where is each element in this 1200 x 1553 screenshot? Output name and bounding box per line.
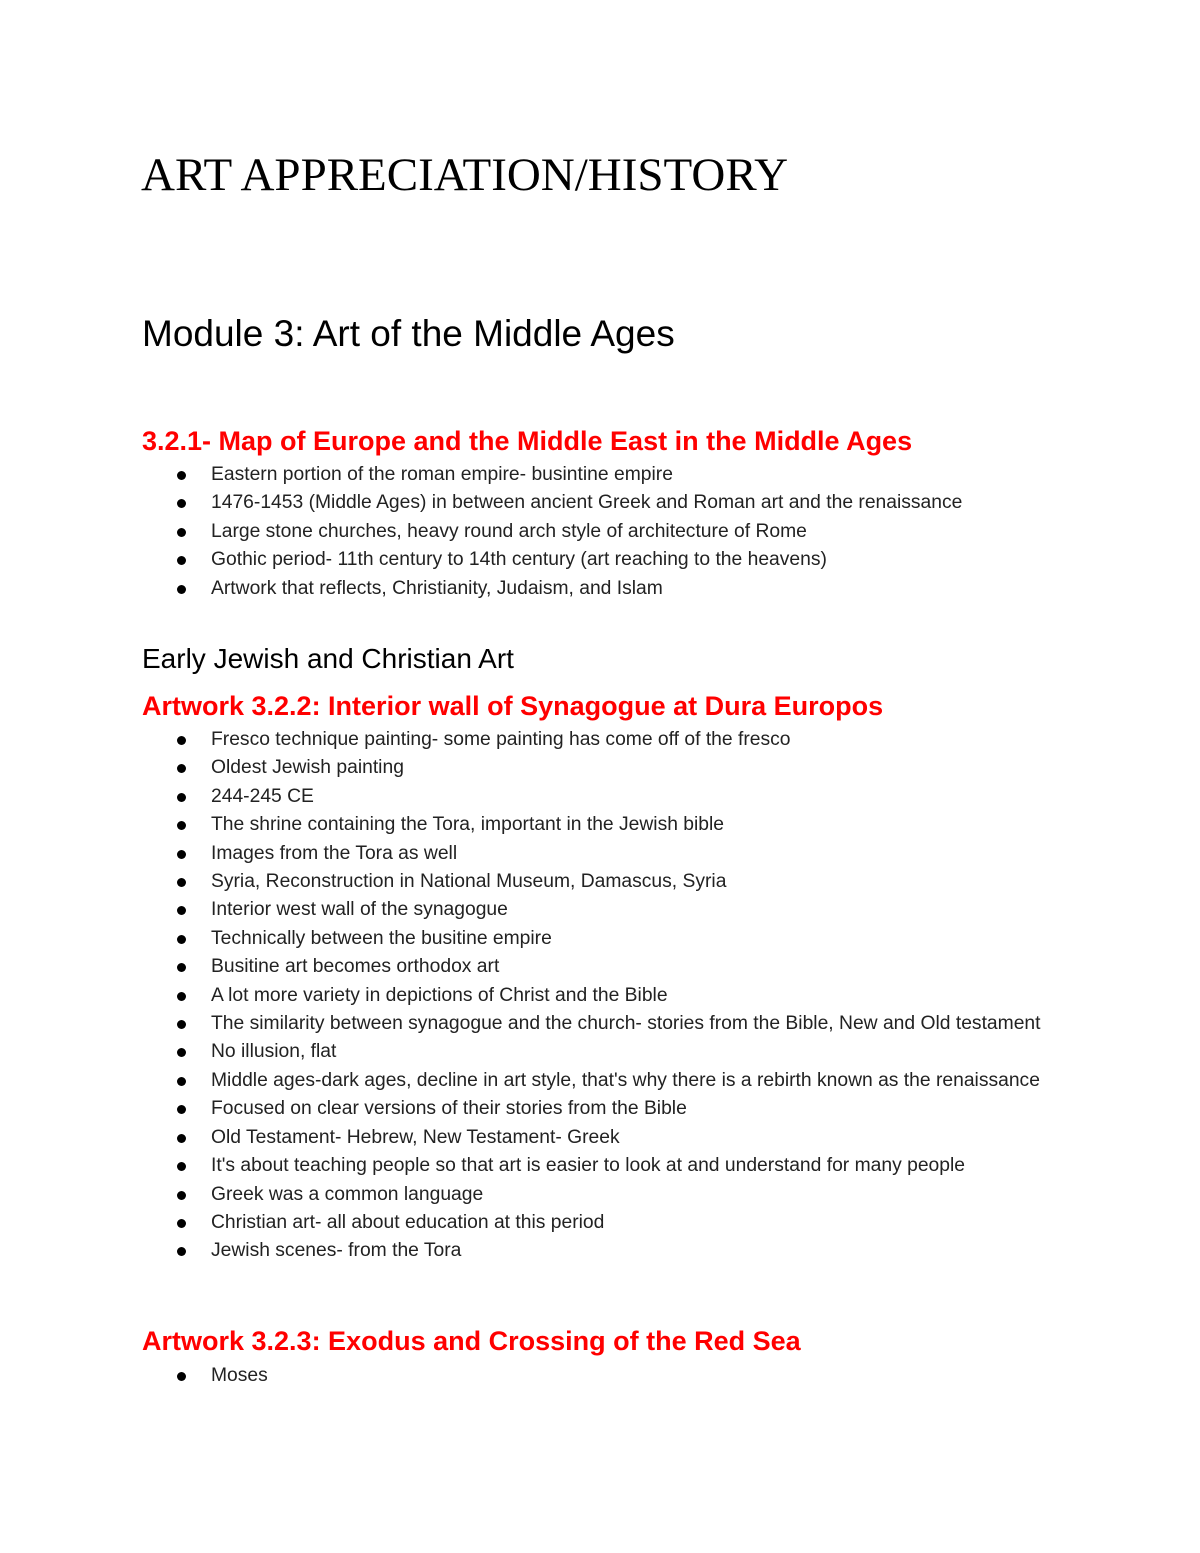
bullet-icon bbox=[177, 1162, 186, 1171]
bullet-icon bbox=[177, 585, 186, 594]
list-item-text: Eastern portion of the roman empire- busintine empire bbox=[211, 464, 673, 485]
list-item-text: 244-245 CE bbox=[211, 785, 314, 807]
section-heading-early-art: Early Jewish and Christian Art bbox=[142, 643, 514, 674]
section-heading-synagogue: Artwork 3.2.2: Interior wall of Synagogue at Dura Europos bbox=[142, 691, 884, 721]
bullet-icon bbox=[177, 878, 186, 887]
list-item-text: Jewish scenes- from the Tora bbox=[211, 1240, 462, 1262]
list-item-text: Moses bbox=[211, 1365, 268, 1386]
list-item bbox=[0, 1237, 1061, 1265]
bullet-list-exodus bbox=[0, 1362, 1061, 1390]
list-item-text: Technically between the busitine empire bbox=[211, 927, 552, 949]
list-item bbox=[0, 1362, 1061, 1390]
list-item-text: Focused on clear versions of their stories from the Bible bbox=[211, 1098, 687, 1120]
list-item-text: It's about teaching people so that art is easier to look at and understand for many people bbox=[211, 1155, 965, 1177]
list-item bbox=[0, 1152, 1061, 1180]
bullet-icon bbox=[177, 736, 186, 745]
section-heading-map: 3.2.1- Map of Europe and the Middle East in the Middle Ages bbox=[142, 426, 913, 456]
bullet-icon bbox=[177, 528, 186, 537]
document-title: ART APPRECIATION/HISTORY bbox=[141, 149, 789, 201]
list-item-text: The similarity between synagogue and the church- stories from the Bible, New and Old testament bbox=[211, 1013, 1041, 1035]
bullet-icon bbox=[177, 556, 186, 565]
list-item bbox=[0, 726, 1061, 754]
list-item bbox=[0, 1095, 1061, 1123]
bullet-icon bbox=[177, 1219, 186, 1228]
module-title: Module 3: Art of the Middle Ages bbox=[142, 313, 675, 354]
bullet-list-synagogue bbox=[0, 726, 1061, 1266]
list-item-text: Gothic period- 11th century to 14th century (art reaching to the heavens) bbox=[211, 549, 827, 571]
list-item-text: Old Testament- Hebrew, New Testament- Greek bbox=[211, 1126, 620, 1148]
list-item-text: Busitine art becomes orthodox art bbox=[211, 956, 500, 978]
list-item bbox=[0, 783, 1061, 811]
list-item bbox=[0, 1038, 1061, 1066]
list-item-text: Images from the Tora as well bbox=[211, 842, 458, 864]
list-item-text: Oldest Jewish painting bbox=[211, 757, 404, 779]
bullet-icon bbox=[177, 1191, 186, 1200]
list-item-text: Large stone churches, heavy round arch style of architecture of Rome bbox=[211, 520, 807, 542]
bullet-icon bbox=[177, 1048, 186, 1057]
list-item-text: The shrine containing the Tora, important in the Jewish bible bbox=[211, 814, 725, 836]
bullet-icon bbox=[177, 1020, 186, 1029]
list-item-text: Interior west wall of the synagogue bbox=[211, 899, 508, 921]
bullet-icon bbox=[177, 963, 186, 972]
list-item bbox=[0, 546, 1061, 574]
list-item bbox=[0, 925, 1061, 953]
list-item-text: Middle ages-dark ages, decline in art style, that's why there is a rebirth known as the renaissance bbox=[211, 1069, 1040, 1091]
bullet-icon bbox=[177, 1105, 186, 1114]
bullet-icon bbox=[177, 821, 186, 830]
bullet-icon bbox=[177, 793, 186, 802]
list-item bbox=[0, 1010, 1061, 1038]
list-item bbox=[0, 868, 1061, 896]
list-item-text: 1476-1453 (Middle Ages) in between ancient Greek and Roman art and the renaissance bbox=[211, 492, 963, 514]
list-item bbox=[0, 953, 1061, 981]
bullet-icon bbox=[177, 1077, 186, 1086]
list-item bbox=[0, 754, 1061, 782]
list-item bbox=[0, 575, 1061, 603]
list-item bbox=[0, 1067, 1061, 1095]
bullet-icon bbox=[177, 850, 186, 859]
bullet-icon bbox=[177, 1134, 186, 1143]
bullet-icon bbox=[177, 1372, 186, 1381]
list-item bbox=[0, 1209, 1061, 1237]
bullet-icon bbox=[177, 906, 186, 915]
bullet-icon bbox=[177, 935, 186, 944]
list-item bbox=[0, 982, 1061, 1010]
bullet-icon bbox=[177, 1247, 186, 1256]
list-item-text: Greek was a common language bbox=[211, 1183, 484, 1205]
list-item-text: A lot more variety in depictions of Christ and the Bible bbox=[211, 984, 668, 1006]
bullet-icon bbox=[177, 764, 186, 773]
list-item-text: No illusion, flat bbox=[211, 1041, 337, 1063]
list-item-text: Christian art- all about education at this period bbox=[211, 1211, 605, 1233]
section-heading-exodus: Artwork 3.2.3: Exodus and Crossing of the Red Sea bbox=[142, 1326, 801, 1356]
list-item bbox=[0, 840, 1061, 868]
list-item bbox=[0, 1181, 1061, 1209]
list-item bbox=[0, 896, 1061, 924]
list-item bbox=[0, 489, 1061, 517]
bullet-icon bbox=[177, 471, 186, 480]
list-item bbox=[0, 811, 1061, 839]
bullet-icon bbox=[177, 499, 186, 508]
list-item-text: Artwork that reflects, Christianity, Judaism, and Islam bbox=[211, 577, 663, 599]
bullet-list-map bbox=[0, 461, 1061, 603]
list-item bbox=[0, 461, 1061, 489]
list-item bbox=[0, 518, 1061, 546]
bullet-icon bbox=[177, 992, 186, 1001]
list-item-text: Syria, Reconstruction in National Museum, Damascus, Syria bbox=[211, 871, 727, 893]
list-item bbox=[0, 1124, 1061, 1152]
list-item-text: Fresco technique painting- some painting has come off of the fresco bbox=[211, 729, 791, 750]
